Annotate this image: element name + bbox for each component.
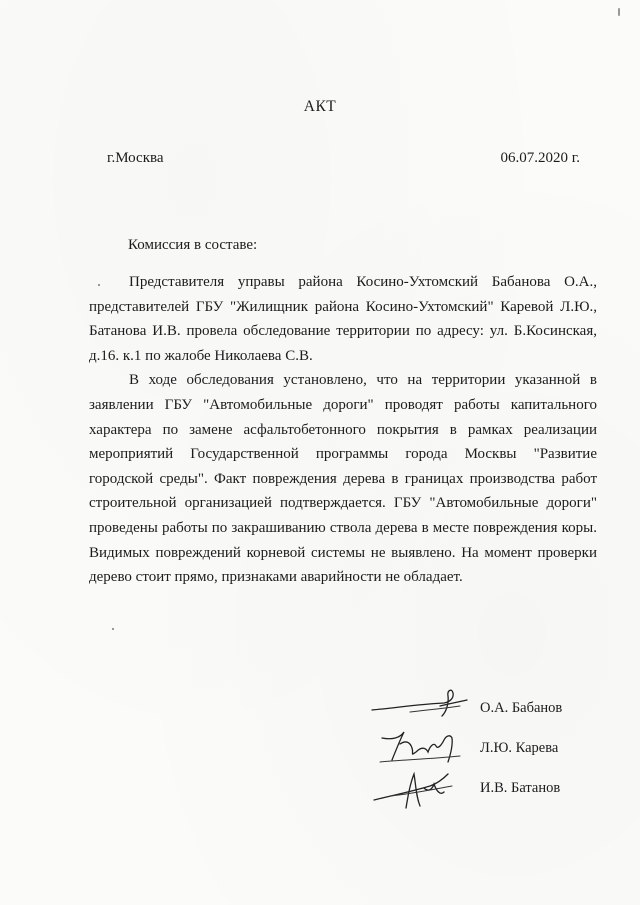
signature-row xyxy=(370,774,600,814)
document-title: АКТ xyxy=(303,98,337,115)
document-body xyxy=(89,270,597,590)
signature-block xyxy=(370,694,600,814)
document-date: 06.07.2020 г. xyxy=(500,150,580,166)
paragraph-commission-members: Представителя управы района Косино-Ухтомский Бабанова О.А., представителей ГБУ "Жилищник района Косино-Ухтомский" Каревой Л.Ю., Батанова И.В. провела обследование территории по адресу: ул. Б.Косинская, д.16. к.1 по жалобе Николаева С.В. xyxy=(89,274,597,364)
scan-speck xyxy=(112,628,114,630)
signatory-name: О.А. Бабанов xyxy=(480,700,563,716)
scan-speck xyxy=(98,284,100,286)
commission-heading: Комиссия в составе: xyxy=(128,237,258,253)
handwritten-signature-icon xyxy=(370,686,470,726)
handwritten-signature-icon xyxy=(370,726,470,766)
scan-speck xyxy=(618,8,620,16)
handwritten-signature-icon xyxy=(370,766,470,810)
signatory-name: И.В. Батанов xyxy=(480,780,561,796)
paragraph-findings: В ходе обследования установлено, что на территории указанной в заявлении ГБУ "Автомобильные дороги" проводят работы капитального характера по замене асфальтобетонного покрытия в рамках реализации мероприятий Государственной программы города Москвы "Развитие городской среды". Факт повреждения дерева в границах производства работ строительной организацией подтверждается. ГБУ "Автомобильные дороги" проведены работы по закрашиванию ствола дерева в месте повреждения коры. Видимых повреждений корневой системы не выявлено. На момент проверки дерево стоит прямо, признаками аварийности не обладает. xyxy=(89,372,597,586)
document-city: г.Москва xyxy=(107,150,164,166)
signatory-name: Л.Ю. Карева xyxy=(480,740,559,756)
